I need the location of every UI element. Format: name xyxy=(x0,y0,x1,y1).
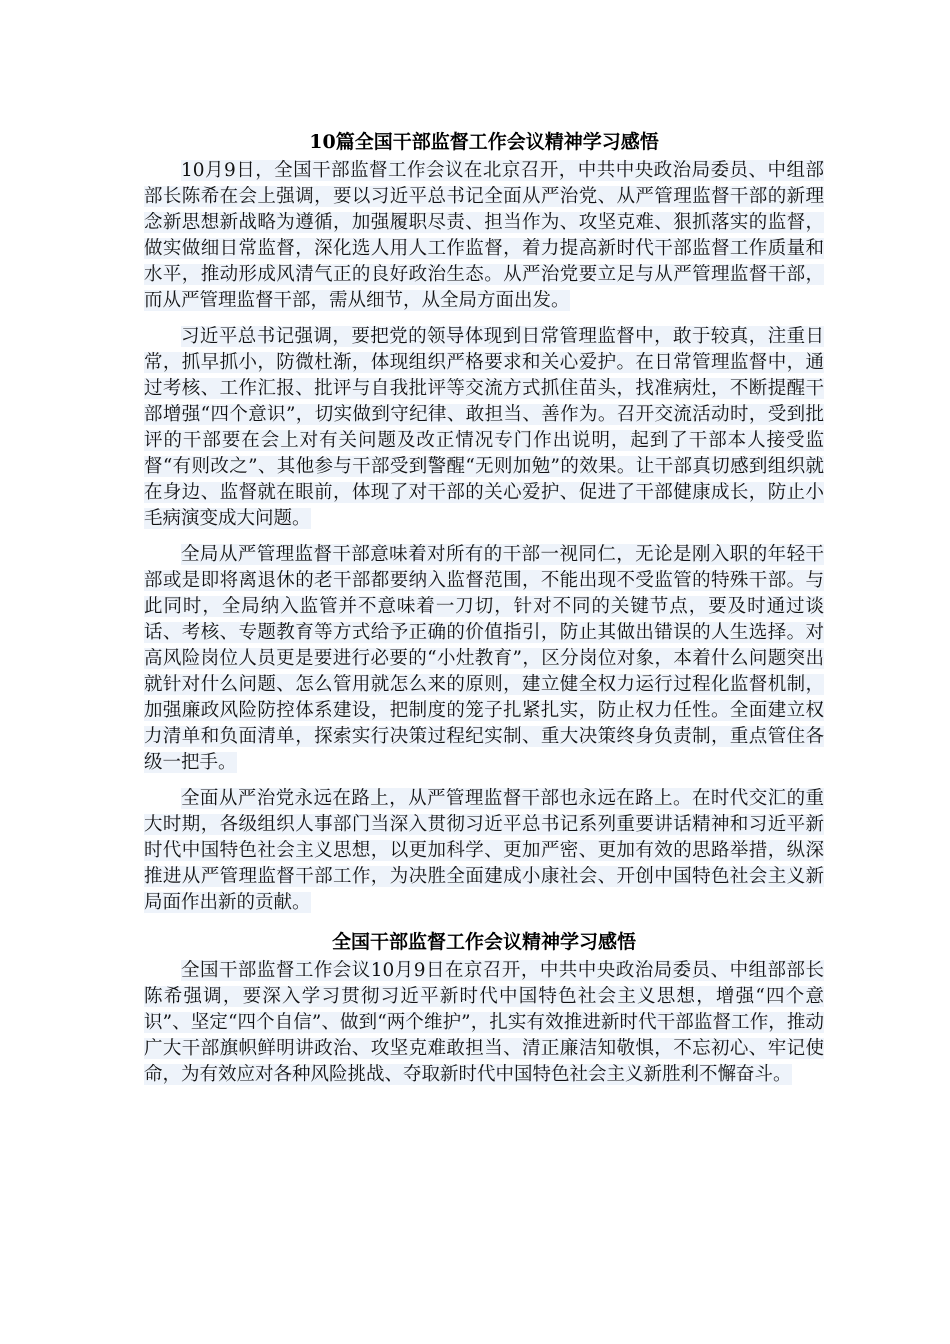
document-body xyxy=(144,128,824,1098)
paragraph-text: 10月9日，全国干部监督工作会议在北京召开，中共中央政治局委员、中组部部长陈希在会上强调，要以习近平总书记全面从严治党、从严管理监督干部的新理念新思想新战略为遵循，加强履职尽责、担当作为、攻坚克难、狠抓落实的监督，做实做细日常监督，深化选人用人工作监督，着力提高新时代干部监督工作质量和水平，推动形成风清气正的良好政治生态。从严治党要立足与从严管理监督干部，而从严管理监督干部，需从细节，从全局方面出发。 xyxy=(144,160,824,311)
article-2-title: 全国干部监督工作会议精神学习感悟 xyxy=(331,931,636,953)
article-1-paragraph-3 xyxy=(144,542,824,776)
paragraph-text: 全面从严治党永远在路上，从严管理监督干部也永远在路上。在时代交汇的重大时期，各级组织人事部门当深入贯彻习近平总书记系列重要讲话精神和习近平新时代中国特色社会主义思想，以更加科学、更加严密、更加有效的思路举措，纵深推进从严管理监督干部工作，为决胜全面建成小康社会、开创中国特色社会主义新局面作出新的贡献。 xyxy=(144,788,824,913)
paragraph-text: 全局从严管理监督干部意味着对所有的干部一视同仁，无论是刚入职的年轻干部或是即将离退休的老干部都要纳入监督范围，不能出现不受监管的特殊干部。与此同时，全局纳入监管并不意味着一刀切，针对不同的关键节点，要及时通过谈话、考核、专题教育等方式给予正确的价值指引，防止其做出错误的人生选择。对高风险岗位人员更是要进行必要的“小灶教育”，区分岗位对象，本着什么问题突出就针对什么问题、怎么管用就怎么来的原则，建立健全权力运行过程化监督机制，加强廉政风险防控体系建设，把制度的笼子扎紧扎实，防止权力任性。全面建立权力清单和负面清单，探索实行决策过程纪实制、重大决策终身负责制，重点管住各级一把手。 xyxy=(144,544,824,773)
paragraph-text: 习近平总书记强调，要把党的领导体现到日常管理监督中，敢于较真，注重日常，抓早抓小，防微杜渐，体现组织严格要求和关心爱护。在日常管理监督中，通过考核、工作汇报、批评与自我批评等交流方式抓住苗头，找准病灶，不断提醒干部增强“四个意识”，切实做到守纪律、敢担当、善作为。召开交流活动时，受到批评的干部要在会上对有关问题及改正情况专门作出说明，起到了干部本人接受监督“有则改之”、其他参与干部受到警醒“无则加勉”的效果。让干部真切感到组织就在身边、监督就在眼前，体现了对干部的关心爱护、促进了干部健康成长，防止小毛病演变成大问题。 xyxy=(144,326,824,529)
paragraph-text: 全国干部监督工作会议10月9日在京召开，中共中央政治局委员、中组部部长陈希强调，要深入学习贯彻习近平新时代中国特色社会主义思想，增强“四个意识”、坚定“四个自信”、做到“两个维护”，扎实有效推进新时代干部监督工作，推动广大干部旗帜鲜明讲政治、攻坚克难敢担当、清正廉洁知敬惧，不忘初心、牢记使命，为有效应对各种风险挑战、夺取新时代中国特色社会主义新胜利不懈奋斗。 xyxy=(144,960,824,1085)
article-1-paragraph-1 xyxy=(144,158,824,314)
article-1-title: 10篇全国干部监督工作会议精神学习感悟 xyxy=(309,131,659,153)
article-2-paragraph-1 xyxy=(144,958,824,1088)
article-1-paragraph-2 xyxy=(144,324,824,532)
article-1-paragraph-4 xyxy=(144,786,824,916)
